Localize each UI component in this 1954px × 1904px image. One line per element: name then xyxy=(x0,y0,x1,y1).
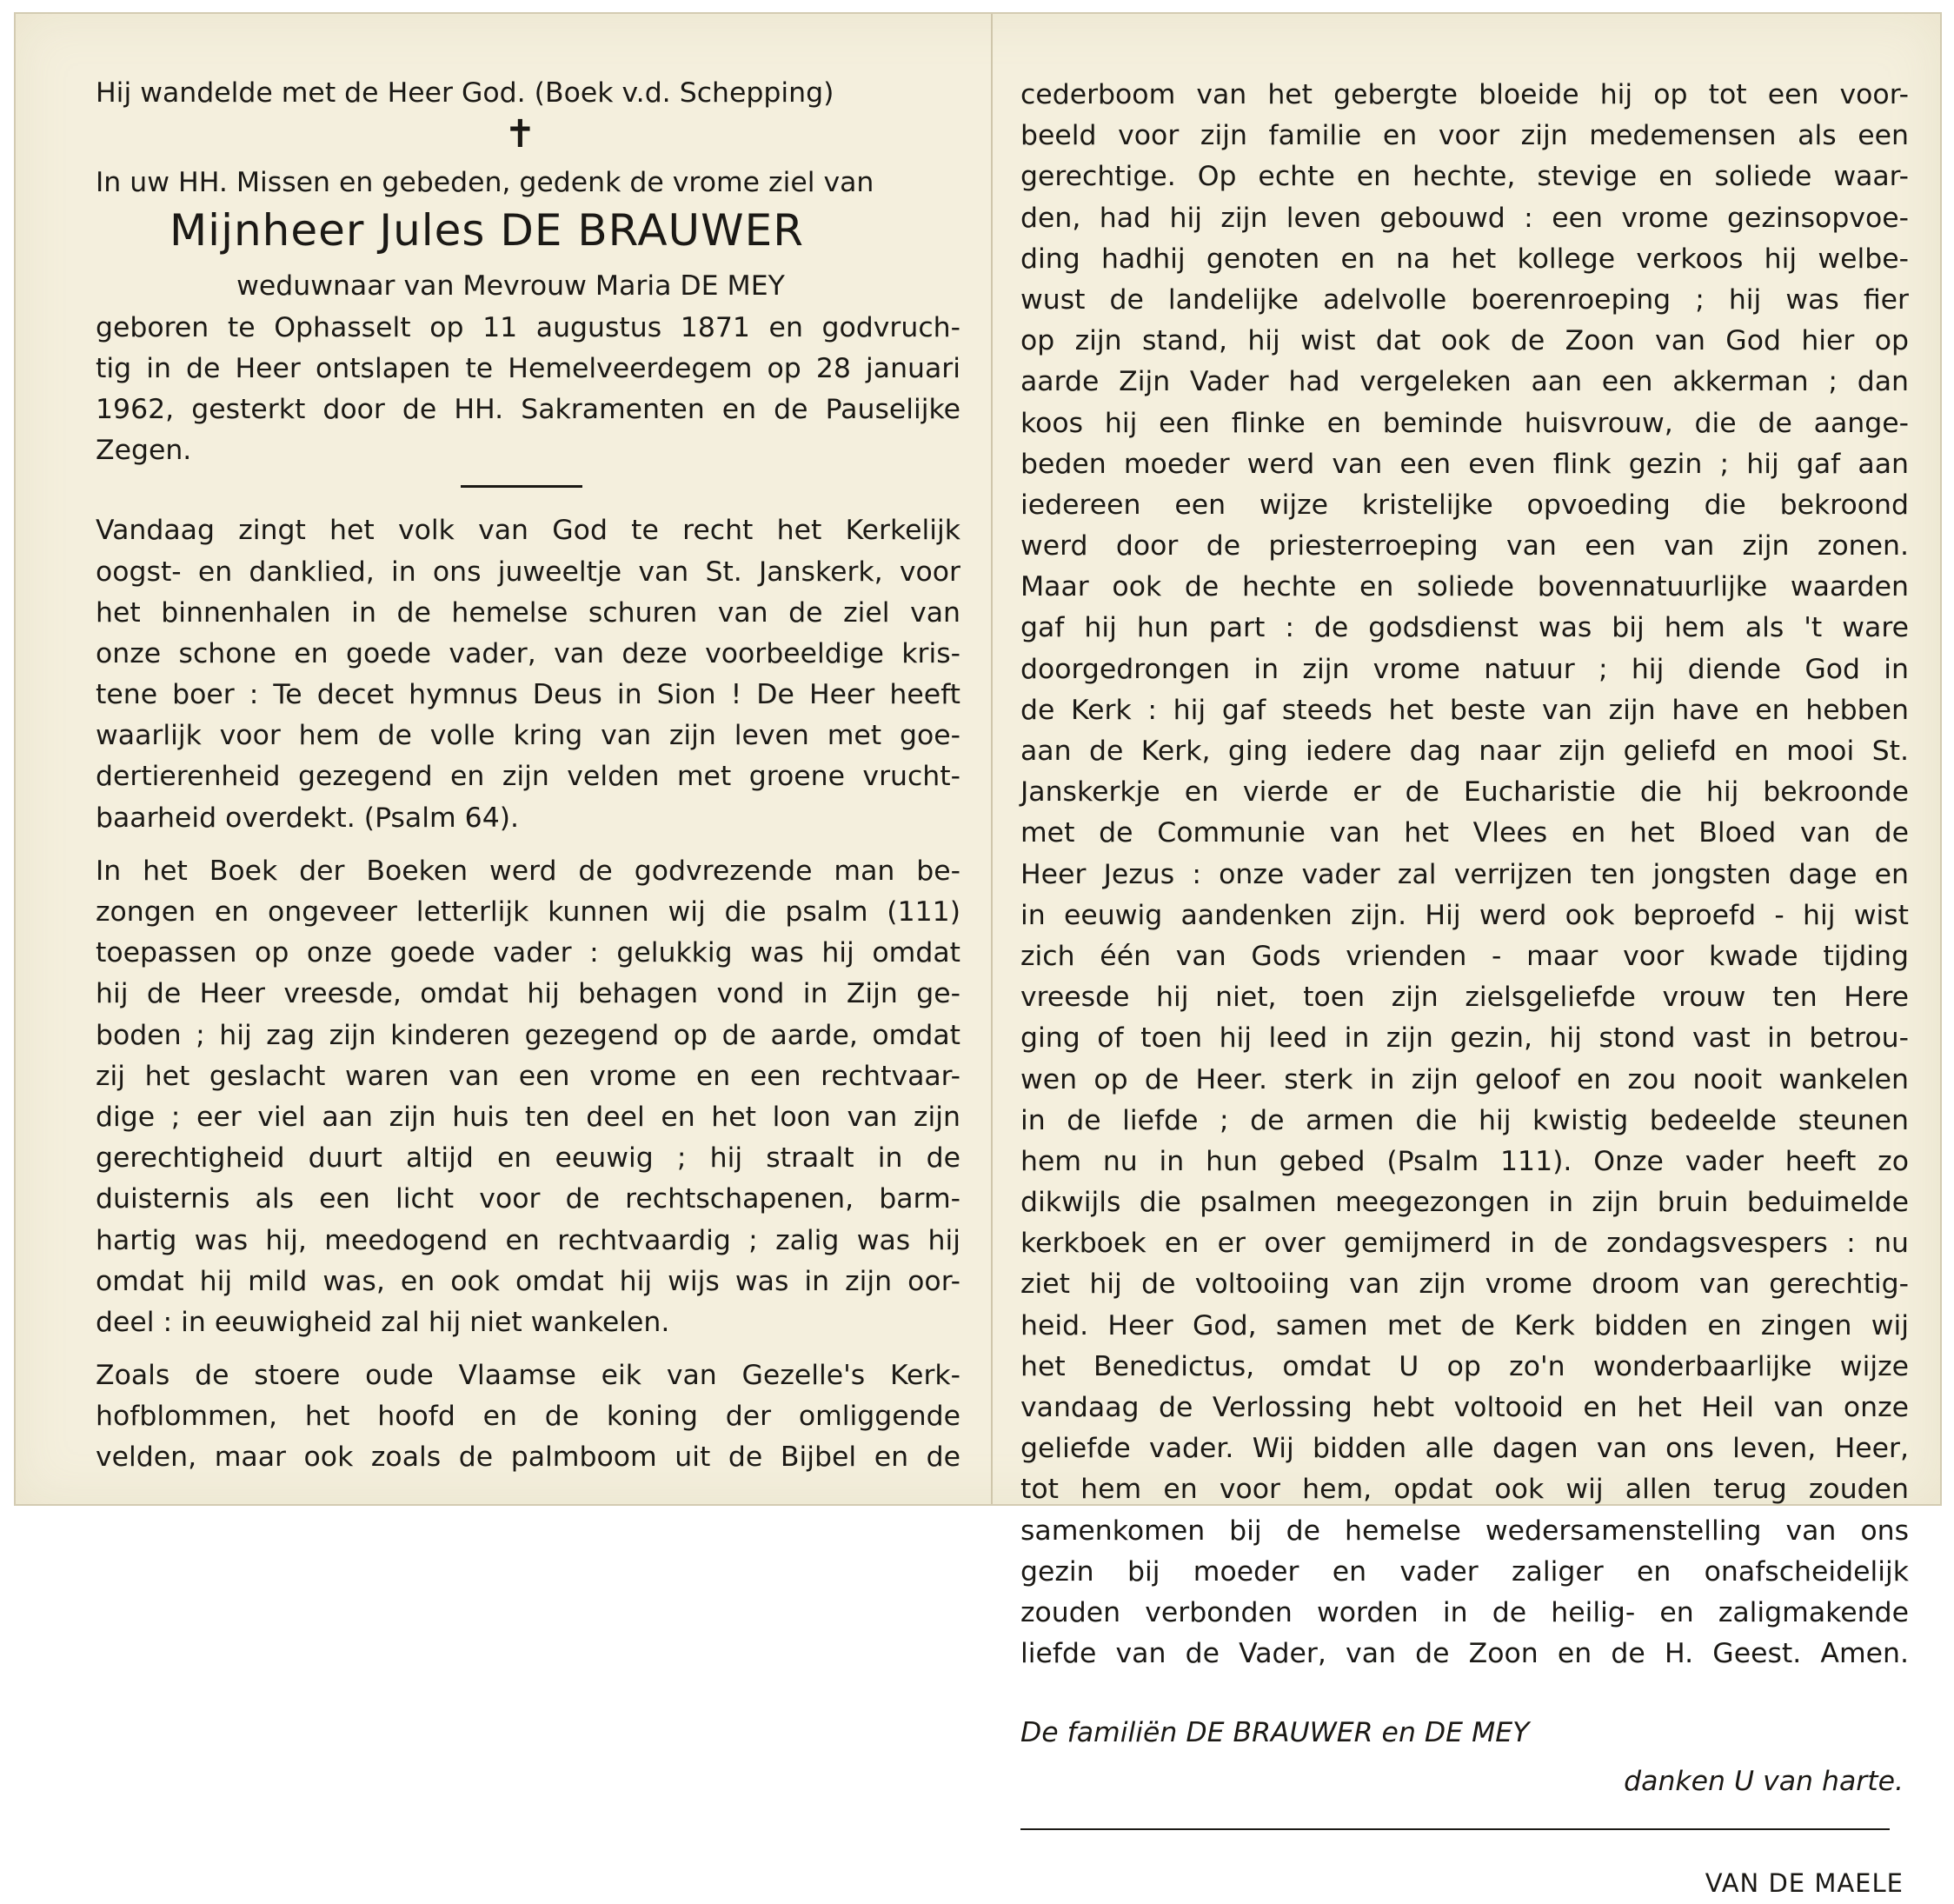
text-line: tene boer : Te decet hymnus Deus in Sion ! De Heer heeft xyxy=(96,679,960,711)
text-line: in de liefde ; de armen die hij kwistig bedeelde steunen xyxy=(1020,1104,1909,1136)
text-line: geboren te Ophasselt op 11 augustus 1871 en godvruch- xyxy=(96,311,960,343)
text-line: ziet hij de voltooiing van zijn vrome droom van gerechtig- xyxy=(1020,1268,1909,1301)
text-line: onze schone en goede vader, van deze voorbeeldige kris- xyxy=(96,637,960,669)
left-page xyxy=(96,14,960,1479)
text-line: hartig was hij, meedogend en rechtvaardig ; zalig was hij xyxy=(96,1224,960,1256)
text-line: werd door de priesterroeping van een van zijn zonen. xyxy=(1020,530,1909,563)
bottom-rule xyxy=(1020,1828,1890,1830)
text-line: zij het geslacht waren van een vrome en een rechtvaar- xyxy=(96,1060,960,1092)
text-line: Zegen. xyxy=(96,435,192,467)
epigraph: Hij wandelde met de Heer God. (Boek v.d. Schepping) xyxy=(96,77,834,109)
text-line: zongen en ongeveer letterlijk kunnen wij die psalm (111) xyxy=(96,896,960,928)
text-line: gerechtigheid duurt altijd en eeuwig ; hij straalt in de xyxy=(96,1142,960,1175)
text-line: wen op de Heer. sterk in zijn geloof en zou nooit wankelen xyxy=(1020,1063,1909,1095)
text-line: boden ; hij zag zijn kinderen gezegend op de aarde, omdat xyxy=(96,1019,960,1051)
text-line: zouden verbonden worden in de heilig- en zaligmakende xyxy=(1020,1596,1909,1628)
text-line: tot hem en voor hem, opdat ook wij allen terug zouden xyxy=(1020,1474,1909,1506)
text-line: oogst- en danklied, in ons juweeltje van St. Janskerk, voor xyxy=(96,556,960,588)
text-line: dikwijls die psalmen meegezongen in zijn bruin beduimelde xyxy=(1020,1187,1909,1219)
text-line: aan de Kerk, ging iedere dag naar zijn geliefd en mooi St. xyxy=(1020,736,1909,767)
text-line: den, had hij zijn leven gebouwd : een vrome gezinsopvoe- xyxy=(1020,202,1909,234)
text-line: baarheid overdekt. (Psalm 64). xyxy=(96,802,520,834)
text-line: liefde van de Vader, van de Zoon en de H. Geest. Amen. xyxy=(1020,1638,1909,1670)
printer-name: VAN DE MAELE xyxy=(1705,1867,1904,1898)
text-line: deel : in eeuwigheid zal hij niet wankelen. xyxy=(96,1306,670,1338)
text-line: koos hij een flinke en beminde huisvrouw, die de aange- xyxy=(1020,407,1909,439)
text-line: wust de landelijke adelvolle boerenroeping ; hij was fier xyxy=(1020,283,1909,316)
text-line: waarlijk voor hem de volle kring van zijn leven met goe- xyxy=(96,720,960,752)
text-line: beden moeder werd van een even flink gezin ; hij gaf aan xyxy=(1020,448,1909,480)
text-line: hofblommen, het hoofd en de koning der omliggende xyxy=(96,1401,960,1433)
fold-line xyxy=(991,14,993,1504)
text-line: ging of toen hij leed in zijn gezin, hij stond vast in betrou- xyxy=(1020,1022,1909,1055)
right-page xyxy=(1020,75,1909,1904)
intro-line: In uw HH. Missen en gebeden, gedenk de vrome ziel van xyxy=(96,167,874,199)
text-line: cederboom van het gebergte bloeide hij op tot een voor- xyxy=(1020,79,1909,110)
text-line: op zijn stand, hij wist dat ook de Zoon van God hier op xyxy=(1020,325,1909,357)
text-line: omdat hij mild was, en ook omdat hij wijs was in zijn oor- xyxy=(96,1265,960,1297)
deceased-name: Mijnheer Jules DE BRAUWER xyxy=(169,205,804,256)
text-line: het binnenhalen in de hemelse schuren van de ziel van xyxy=(96,596,960,629)
text-line: vandaag de Verlossing hebt voltooid en het Heil van onze xyxy=(1020,1392,1909,1423)
text-line: vreesde hij niet, toen zijn zielsgeliefde vrouw ten Here xyxy=(1020,982,1909,1014)
text-line: dige ; eer viel aan zijn huis ten deel en het loon van zijn xyxy=(96,1101,960,1133)
text-line: 1962, gesterkt door de HH. Sakramenten en de Pauselijke xyxy=(96,393,960,425)
text-line: geliefde vader. Wij bidden alle dagen van ons leven, Heer, xyxy=(1020,1433,1909,1465)
text-line: heid. Heer God, samen met de Kerk bidden en zingen wij xyxy=(1020,1309,1909,1341)
text-line: toepassen op onze goede vader : gelukkig was hij omdat xyxy=(96,937,960,969)
memorial-card xyxy=(14,12,1942,1898)
text-line: Maar ook de hechte en soliede bovennatuurlijke waarden xyxy=(1020,571,1909,603)
text-line: tig in de Heer ontslapen te Hemelveerdegem op 28 januari xyxy=(96,352,960,384)
text-line: doorgedrongen in zijn vrome natuur ; hij diende God in xyxy=(1020,653,1909,685)
paragraph-3 xyxy=(96,1355,960,1479)
text-line: met de Communie van het Vlees en het Bloed van de xyxy=(1020,817,1909,849)
text-line: hij de Heer vreesde, omdat hij behagen vond in Zijn ge- xyxy=(96,978,960,1010)
text-line: In het Boek der Boeken werd de godvrezende man be- xyxy=(96,855,960,887)
text-line: duisternis als een licht voor de rechtschapenen, barm- xyxy=(96,1183,960,1215)
text-line: gezin bij moeder en vader zaliger en onafscheidelijk xyxy=(1020,1555,1909,1588)
text-line: gaf hij hun part : de godsdienst was bij hem als 't ware xyxy=(1020,612,1909,644)
text-line: Vandaag zingt het volk van God te recht het Kerkelijk xyxy=(96,515,960,547)
text-line: zich één van Gods vrienden - maar voor kwade tijding xyxy=(1020,940,1909,972)
text-line: aarde Zijn Vader had vergeleken aan een akkerman ; dan xyxy=(1020,366,1909,398)
widower-line: weduwnaar van Mevrouw Maria DE MEY xyxy=(236,270,785,303)
text-line: hem nu in hun gebed (Psalm 111). Onze vader heeft zo xyxy=(1020,1145,1909,1177)
text-line: samenkomen bij de hemelse wedersamenstelling van ons xyxy=(1020,1515,1909,1547)
right-text-block xyxy=(1020,75,1909,1674)
text-line: Janskerkje en vierde er de Eucharistie die hij bekroonde xyxy=(1020,776,1909,809)
birth-block xyxy=(96,308,960,472)
text-line: het Benedictus, omdat U op zo'n wonderbaarlijke wijze xyxy=(1020,1350,1909,1382)
paragraph-2 xyxy=(96,851,960,1343)
text-line: kerkboek en er over gemijmerd in de zondagsvespers : nu xyxy=(1020,1228,1909,1260)
text-line: velden, maar ook zoals de palmboom uit de Bijbel en de xyxy=(96,1441,960,1474)
text-line: ding hadhij genoten en na het kollege verkoos hij welbe- xyxy=(1020,243,1909,275)
family-signature: De familiën DE BRAUWER en DE MEY xyxy=(1020,1717,1530,1749)
thanks-line: danken U van harte. xyxy=(1624,1765,1904,1797)
text-line: dertierenheid gezegend en zijn velden met groene vrucht- xyxy=(96,761,960,793)
text-line: Zoals de stoere oude Vlaamse eik van Gezelle's Kerk- xyxy=(96,1360,960,1392)
text-line: iedereen een wijze kristelijke opvoeding die bekroond xyxy=(1020,489,1909,521)
text-line: Heer Jezus : onze vader zal verrijzen ten jongsten dage en xyxy=(1020,858,1909,890)
paragraph-1 xyxy=(96,510,960,839)
text-line: de Kerk : hij gaf steeds het beste van zijn have en hebben xyxy=(1020,694,1909,726)
text-line: beeld voor zijn familie en voor zijn medemensen als een xyxy=(1020,120,1909,152)
text-line: gerechtige. Op echte en hechte, stevige en soliede waar- xyxy=(1020,161,1909,193)
divider-rule xyxy=(461,485,582,488)
text-line: in eeuwig aandenken zijn. Hij werd ook beproefd - hij wist xyxy=(1020,899,1909,931)
cross-icon: ✝ xyxy=(504,112,536,157)
